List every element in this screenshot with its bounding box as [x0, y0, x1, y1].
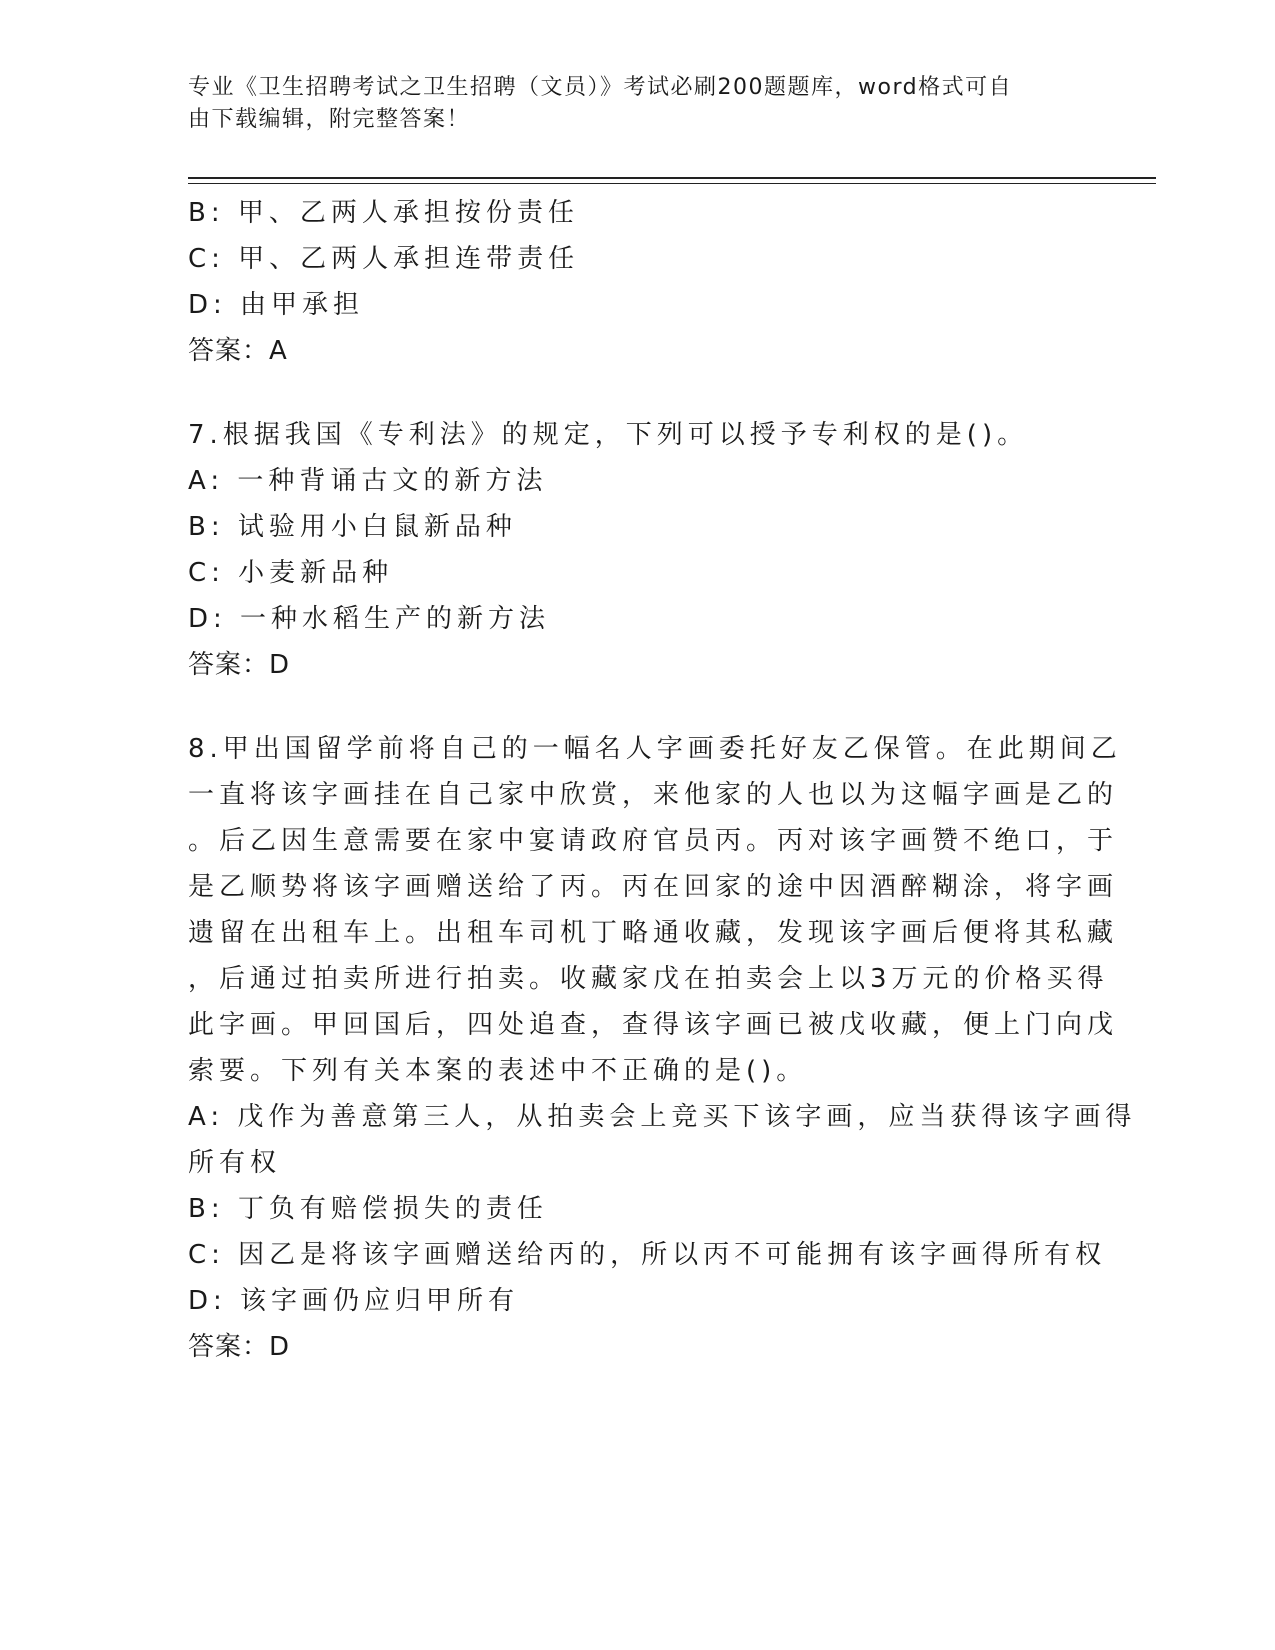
q8-option-c: C: 因乙是将该字画赠送给丙的，所以丙不可能拥有该字画得所有权	[188, 1240, 1107, 1270]
question-7	[188, 412, 1088, 688]
q8-stem-line: 此字画。甲回国后，四处追查，查得该字画已被戊收藏，便上门向戊	[188, 1010, 1119, 1040]
q8-answer: 答案：D	[188, 1332, 291, 1362]
q8-stem-line: 索要。下列有关本案的表述中不正确的是()。	[188, 1056, 808, 1086]
q7-option-d: D: 一种水稻生产的新方法	[188, 604, 551, 634]
q7-option-c: C: 小麦新品种	[188, 558, 394, 588]
q7-option-a: A: 一种背诵古文的新方法	[188, 466, 548, 496]
q6-option-d: D: 由甲承担	[188, 290, 365, 320]
q6-answer: 答案：A	[188, 336, 288, 366]
question-6	[188, 190, 1088, 374]
q6-option-b: B: 甲、乙两人承担按份责任	[188, 198, 579, 228]
header-divider-thick	[188, 177, 1156, 179]
q8-stem-line: 一直将该字画挂在自己家中欣赏，来他家的人也以为这幅字画是乙的	[188, 780, 1119, 810]
q6-option-c: C: 甲、乙两人承担连带责任	[188, 244, 580, 274]
q7-stem: 7.根据我国《专利法》的规定，下列可以授予专利权的是()。	[188, 420, 1029, 450]
spacer	[188, 688, 1088, 726]
document-header	[188, 72, 1068, 136]
q7-answer: 答案：D	[188, 650, 291, 680]
q8-option-a-line-2: 所有权	[188, 1148, 282, 1178]
q8-stem-line: 遗留在出租车上。出租车司机丁略通收藏，发现该字画后便将其私藏	[188, 918, 1119, 948]
q8-stem-line: ，后通过拍卖所进行拍卖。收藏家戊在拍卖会上以3万元的价格买得	[188, 964, 1109, 994]
question-8	[188, 726, 1137, 1370]
q8-option-a-line-1: A: 戊作为善意第三人，从拍卖会上竞买下该字画，应当获得该字画得	[188, 1102, 1137, 1132]
q8-option-d: D: 该字画仍应归甲所有	[188, 1286, 520, 1316]
header-line-2: 由下载编辑，附完整答案！	[188, 107, 471, 132]
spacer	[188, 374, 1088, 412]
header-line-1: 专业《卫生招聘考试之卫生招聘（文员）》考试必刷200题题库，word格式可自	[188, 75, 1013, 100]
q8-stem-line: 是乙顺势将该字画赠送给了丙。丙在回家的途中因酒醉糊涂，将字画	[188, 872, 1119, 902]
q8-option-b: B: 丁负有赔偿损失的责任	[188, 1194, 548, 1224]
q7-option-b: B: 试验用小白鼠新品种	[188, 512, 517, 542]
q8-stem-line: 8.甲出国留学前将自己的一幅名人字画委托好友乙保管。在此期间乙	[188, 734, 1122, 764]
question-content	[188, 190, 1137, 1370]
header-divider-thin	[188, 183, 1156, 184]
q8-stem-line: 。后乙因生意需要在家中宴请政府官员丙。丙对该字画赞不绝口，于	[188, 826, 1119, 856]
